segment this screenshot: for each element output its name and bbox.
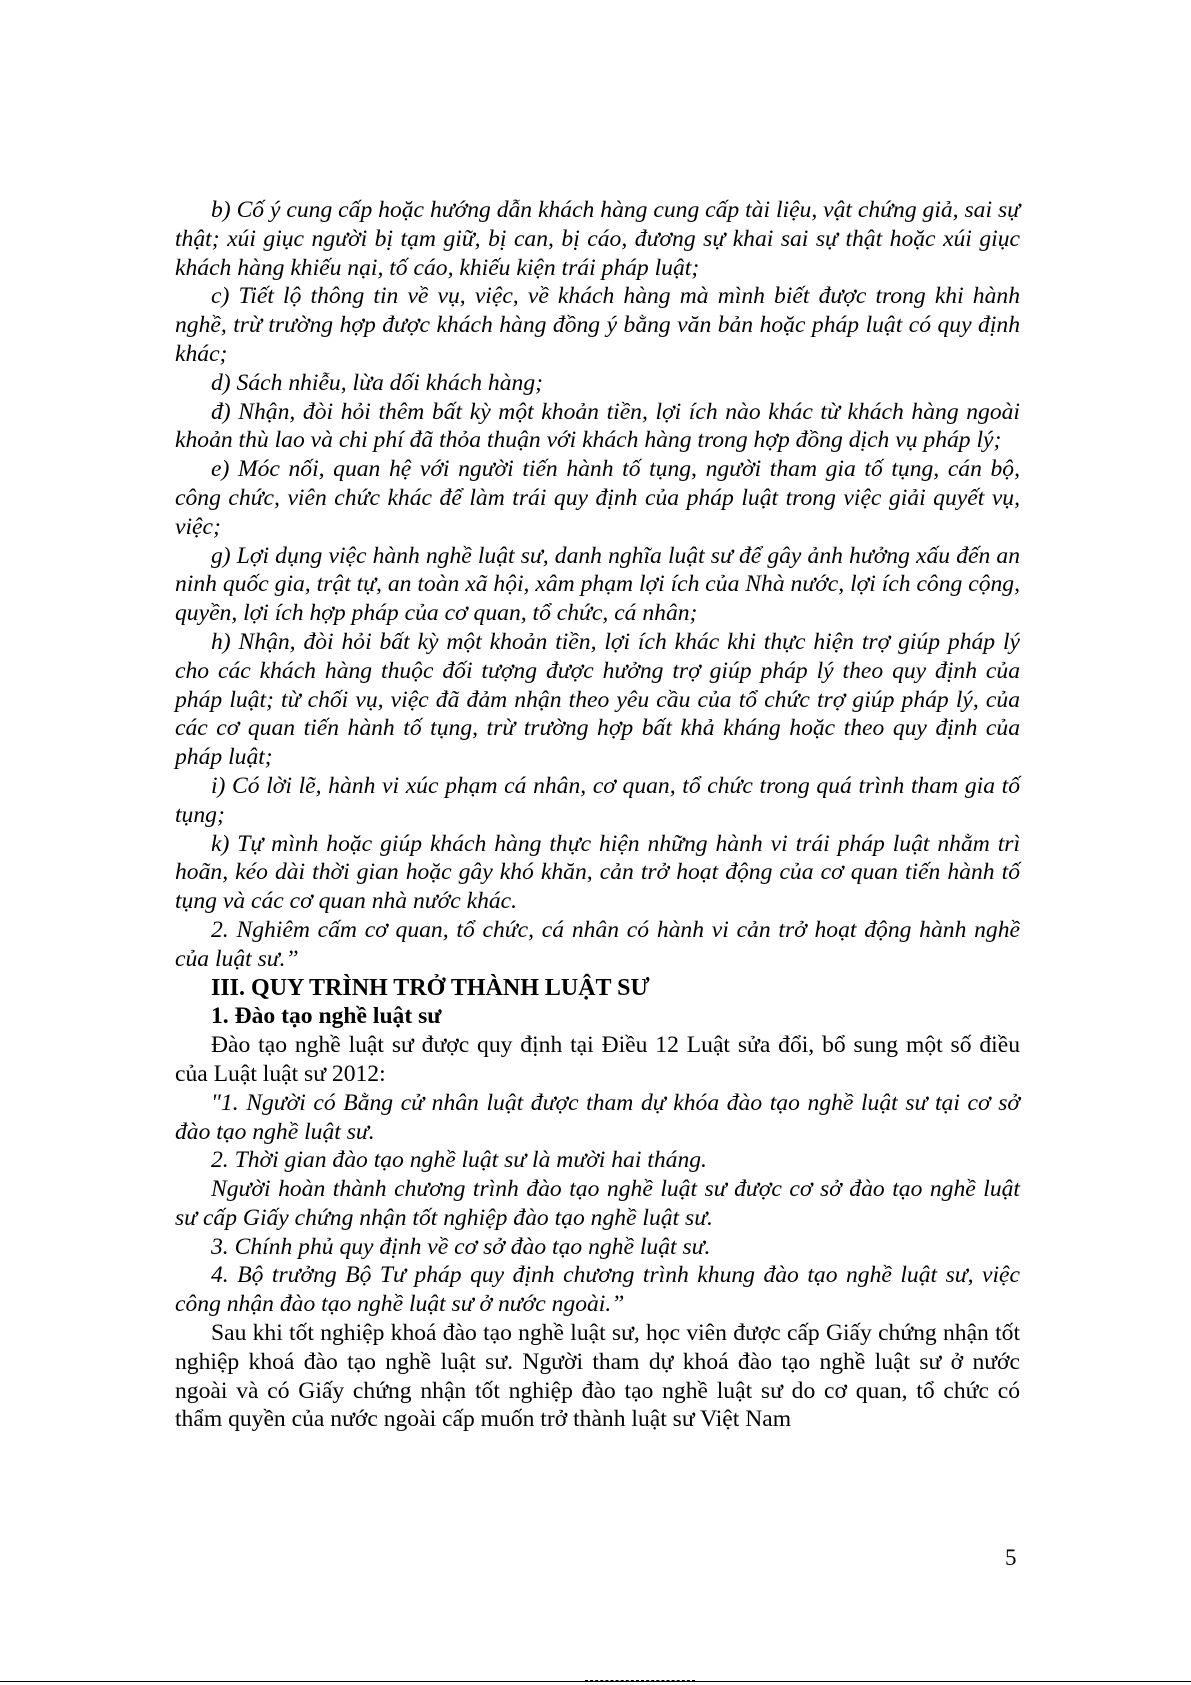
clause-k: k) Tự mình hoặc giúp khách hàng thực hiện những hành vi trái pháp luật nhằm trì hoãn, kéo dài thời gian hoặc gây khó khăn, cản trở hoạt động của cơ quan tiến hành tố tụng và các cơ quan nhà nước khác. <box>175 830 1020 915</box>
quoted-clause-2-cont: Người hoàn thành chương trình đào tạo nghề luật sư được cơ sở đào tạo nghề luật sư cấp Giấy chứng nhận tốt nghiệp đào tạo nghề luật sư. <box>175 1176 1020 1231</box>
page-body <box>175 196 1020 1434</box>
body-paragraph-final: Sau khi tốt nghiệp khoá đào tạo nghề luật sư, học viên được cấp Giấy chứng nhận tốt nghiệp khoá đào tạo nghề luật sư. Người tham dự khoá đào tạo nghề luật sư ở nước ngoài và có Giấy chứng nhận tốt nghiệp đào tạo nghề luật sư do cơ quan, tổ chức có thẩm quyền của nước ngoài cấp muốn trở thành luật sư Việt Nam <box>175 1320 1020 1433</box>
clause-b: b) Cố ý cung cấp hoặc hướng dẫn khách hàng cung cấp tài liệu, vật chứng giả, sai sự thật; xúi giục người bị tạm giữ, bị can, bị cáo, đương sự khai sai sự thật hoặc xúi giục khách hàng khiếu nại, tố cáo, khiếu kiện trái pháp luật; <box>175 197 1020 281</box>
section-heading: III. QUY TRÌNH TRỞ THÀNH LUẬT SƯ <box>211 974 650 1001</box>
subsection-heading: 1. Đào tạo nghề luật sư <box>211 1003 442 1030</box>
clause-g: g) Lợi dụng việc hành nghề luật sư, danh nghĩa luật sư để gây ảnh hưởng xấu đến an ninh quốc gia, trật tự, an toàn xã hội, xâm phạm lợi ích của Nhà nước, lợi ích công cộng, quyền, lợi ích hợp pháp của cơ quan, tổ chức, cá nhân; <box>175 542 1020 627</box>
bottom-divider-dash <box>585 1680 695 1681</box>
bottom-divider <box>0 1681 1191 1682</box>
quoted-clause-1: "1. Người có Bằng cử nhân luật được tham dự khóa đào tạo nghề luật sư tại cơ sở đào tạo nghề luật sư. <box>175 1089 1020 1145</box>
page-number: 5 <box>1005 1545 1017 1570</box>
clause-d: d) Sách nhiễu, lừa dối khách hàng; <box>211 369 543 396</box>
clause-h: h) Nhận, đòi hỏi bất kỳ một khoản tiền, lợi ích khác khi thực hiện trợ giúp pháp lý cho các khách hàng thuộc đối tượng được hưởng trợ giúp pháp lý theo quy định của pháp luật; từ chối vụ, việc đã đảm nhận theo yêu cầu của tổ chức trợ giúp pháp lý, của các cơ quan tiến hành tố tụng, trừ trường hợp bất khả kháng hoặc theo quy định của pháp luật; <box>175 628 1020 771</box>
body-paragraph: Đào tạo nghề luật sư được quy định tại Điều 12 Luật sửa đổi, bổ sung một số điều của Luật luật sư 2012: <box>175 1032 1020 1087</box>
clause-dd: đ) Nhận, đòi hỏi thêm bất kỳ một khoản tiền, lợi ích nào khác từ khách hàng ngoài khoản thù lao và chi phí đã thỏa thuận với khách hàng trong hợp đồng dịch vụ pháp lý; <box>175 398 1020 454</box>
clause-c: c) Tiết lộ thông tin về vụ, việc, về khách hàng mà mình biết được trong khi hành nghề, trừ trường hợp được khách hàng đồng ý bằng văn bản hoặc pháp luật có quy định khác; <box>175 283 1020 367</box>
quoted-clause-2: 2. Thời gian đào tạo nghề luật sư là mười hai tháng. <box>211 1147 707 1174</box>
clause-i: i) Có lời lẽ, hành vi xúc phạm cá nhân, cơ quan, tổ chức trong quá trình tham gia tố tụng; <box>175 772 1020 828</box>
clause-2-prohibition: 2. Nghiêm cấm cơ quan, tổ chức, cá nhân có hành vi cản trở hoạt động hành nghề của luật sư.” <box>175 916 1020 972</box>
clause-e: e) Móc nối, quan hệ với người tiến hành tố tụng, người tham gia tố tụng, cán bộ, công chức, viên chức khác để làm trái quy định của pháp luật trong việc giải quyết vụ, việc; <box>175 456 1020 540</box>
quoted-clause-3: 3. Chính phủ quy định về cơ sở đào tạo nghề luật sư. <box>211 1233 711 1260</box>
quoted-clause-4: 4. Bộ trưởng Bộ Tư pháp quy định chương trình khung đào tạo nghề luật sư, việc công nhận đào tạo nghề luật sư ở nước ngoài.” <box>175 1262 1020 1318</box>
